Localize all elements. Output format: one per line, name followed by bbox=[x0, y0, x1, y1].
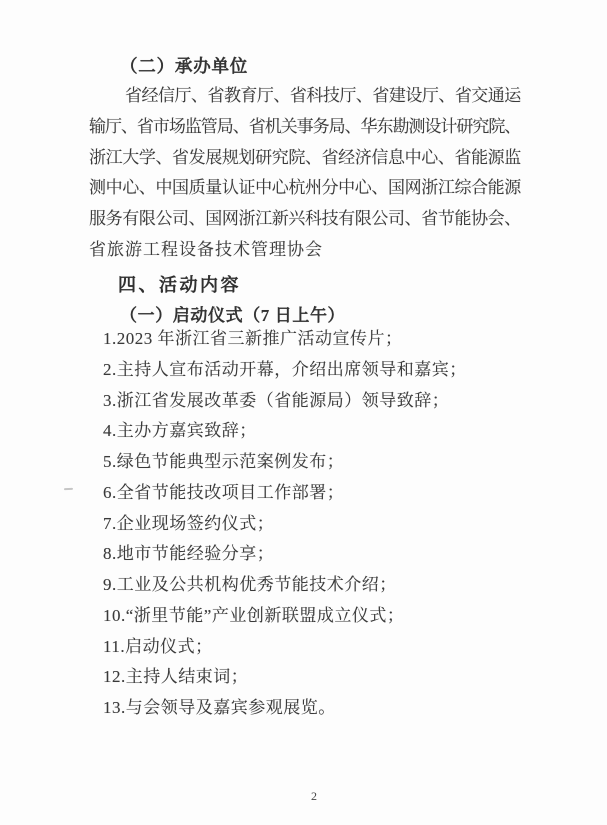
paragraph-line: 省旅游工程设备技术管理协会 bbox=[89, 239, 323, 259]
agenda-item: 8.地市节能经验分享； bbox=[103, 544, 275, 564]
scan-artifact-dash bbox=[64, 488, 73, 490]
ceremony-agenda-list bbox=[103, 324, 553, 724]
paragraph-line: 浙江大学、省发展规划研究院、省经济信息中心、省能源监 bbox=[89, 147, 520, 167]
agenda-item: 6.全省节能技改项目工作部署； bbox=[103, 482, 345, 502]
paragraph-line: 测中心、中国质量认证中心杭州分中心、国网浙江综合能源 bbox=[89, 178, 520, 198]
agenda-item: 4.主办方嘉宾致辞； bbox=[103, 421, 257, 441]
agenda-item: 5.绿色节能典型示范案例发布； bbox=[103, 452, 345, 472]
page-number: 2 bbox=[311, 789, 317, 803]
paragraph-line: 服务有限公司、国网浙江新兴科技有限公司、省节能协会、 bbox=[89, 209, 520, 229]
activities-section-heading: 四、活动内容 bbox=[118, 275, 241, 295]
paragraph-line: 输厅、省市场监管局、省机关事务局、华东勘测设计研究院、 bbox=[89, 116, 520, 136]
organizers-paragraph bbox=[89, 81, 520, 266]
agenda-item: 10.“浙里节能”产业创新联盟成立仪式； bbox=[103, 605, 405, 625]
agenda-item: 13.与会领导及嘉宾参观展览。 bbox=[103, 698, 336, 718]
agenda-item: 1.2023 年浙江省三新推广活动宣传片； bbox=[103, 329, 403, 348]
agenda-item: 7.企业现场签约仪式； bbox=[103, 513, 275, 533]
agenda-item: 12.主持人结束词； bbox=[103, 667, 249, 687]
ceremony-subsection-heading: （一）启动仪式（7 日上午） bbox=[120, 306, 346, 325]
agenda-item: 11.启动仪式； bbox=[103, 636, 213, 656]
organizers-section-heading: （二）承办单位 bbox=[120, 56, 249, 76]
agenda-item: 2.主持人宣布活动开幕，介绍出席领导和嘉宾； bbox=[103, 359, 467, 379]
agenda-item: 9.工业及公共机构优秀节能技术介绍； bbox=[103, 575, 397, 595]
paragraph-line: 省经信厅、省教育厅、省科技厅、省建设厅、省交通运 bbox=[125, 86, 520, 105]
agenda-item: 3.浙江省发展改革委（省能源局）领导致辞； bbox=[103, 390, 450, 410]
